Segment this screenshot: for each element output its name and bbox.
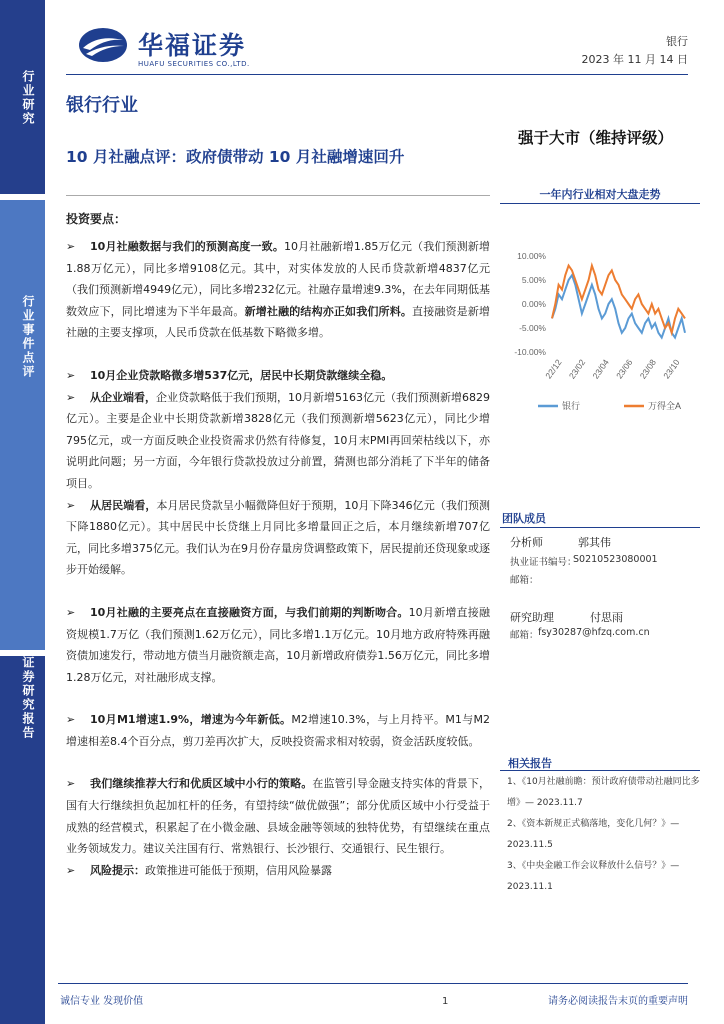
title-divider bbox=[66, 195, 490, 196]
p2-bold: 10月企业贷款略微多增537亿元，居民中长期贷款继续全稳。 bbox=[90, 368, 393, 382]
sidebar-label-securities: 证券研究报告 bbox=[21, 656, 35, 740]
legend-label: 万得全A bbox=[648, 401, 682, 411]
paragraph-5 bbox=[66, 602, 490, 688]
p6-bold: 10月M1增速1.9%，增速为今年新低。 bbox=[90, 713, 292, 727]
y-tick-label: 10.00% bbox=[517, 251, 546, 261]
paragraph-4 bbox=[66, 495, 490, 581]
related-list bbox=[507, 772, 702, 898]
rating-label: 强于大市（维持评级） bbox=[518, 129, 674, 147]
p1-bold2: 新增社融的结构亦正如我们所料。 bbox=[244, 304, 413, 318]
header-divider bbox=[66, 74, 688, 75]
bullet-arrow-icon: ➢ bbox=[66, 605, 76, 619]
bullet-arrow-icon: ➢ bbox=[66, 368, 76, 382]
bullet-arrow-icon: ➢ bbox=[66, 777, 76, 791]
paragraph-3 bbox=[66, 387, 490, 495]
report-body bbox=[66, 236, 490, 881]
related-item[interactable]: 3、《中央金融工作会议释放什么信号？》— 2023.11.1 bbox=[507, 861, 680, 892]
related-heading-rule bbox=[500, 770, 700, 771]
assistant-name: 付思雨 bbox=[590, 611, 623, 624]
x-tick-label: 23/10 bbox=[661, 357, 682, 381]
relative-performance-chart bbox=[500, 210, 700, 430]
related-item[interactable]: 2、《资本新规正式稿落地，变化几何？》— 2023.11.5 bbox=[507, 819, 680, 850]
footer-slogan: 诚信专业 发现价值 bbox=[60, 996, 144, 1007]
x-tick-label: 23/02 bbox=[566, 357, 588, 381]
bullet-arrow-icon: ➢ bbox=[66, 240, 76, 253]
p5-bold: 10月社融的主要亮点在直接融资方面，与我们前期的判断吻合。 bbox=[90, 605, 409, 619]
assistant-email[interactable]: fsy30287@hfzq.com.cn bbox=[538, 627, 650, 638]
y-tick-label: 5.00% bbox=[521, 275, 546, 285]
report-title: 10 月社融点评：政府债带动 10 月社融增速回升 bbox=[66, 148, 405, 166]
bullet-arrow-icon: ➢ bbox=[66, 390, 76, 404]
team-heading-rule bbox=[500, 527, 700, 528]
chart-heading-rule bbox=[500, 203, 700, 204]
y-tick-label: -10.00% bbox=[514, 347, 546, 357]
company-name-en: HUAFU SECURITIES CO.,LTD. bbox=[138, 60, 250, 68]
y-tick-label: -5.00% bbox=[519, 323, 546, 333]
sidebar-block-research bbox=[0, 0, 45, 194]
p3-text: 企业贷款略低于我们预期，10月新增5163亿元（我们预测新增6829亿元）。主要是企业中长期贷款新增3828亿元（我们预测新增5623亿元），同比少增795亿元，或一方面反映企业投资需求仍然有待修复，10月末PMI再回荣枯线以下，亦说明此问题；另一方面，今年银行贷款投放过分前置，猜测也部分消耗了下半年的储备项目。 bbox=[66, 390, 491, 490]
sector-title: 银行行业 bbox=[66, 95, 138, 116]
huafu-logo-icon bbox=[78, 26, 128, 64]
header-category: 银行 bbox=[666, 35, 688, 48]
p5-text: 10月新增直接融资规模1.7万亿（我们预测1.62万亿元），同比多增1.1万亿元。10月地方政府特殊再融资债加速发行，带动地方债当月融资额走高，10月新增政府债券1.56万亿元，同比多增1.28万亿元，对社融形成支撑。 bbox=[66, 605, 490, 684]
analyst-email-label: 邮箱： bbox=[510, 575, 539, 586]
p1-bold: 10月社融数据与我们的预测高度一致。 bbox=[90, 240, 284, 253]
p8-text: 政策推进可能低于预期，信用风险暴露 bbox=[145, 863, 332, 877]
analyst-role: 分析师 bbox=[510, 536, 543, 549]
bullet-arrow-icon: ➢ bbox=[66, 863, 76, 877]
related-item[interactable]: 1、《10月社融前瞻：预计政府债带动社融同比多增》— 2023.11.7 bbox=[507, 777, 700, 808]
sidebar-label-research: 行业研究 bbox=[21, 70, 35, 126]
assistant-email-label: 邮箱： bbox=[510, 630, 539, 641]
p4-bold: 从居民端看， bbox=[90, 498, 157, 512]
legend-label: 银行 bbox=[562, 401, 581, 411]
footer-divider bbox=[58, 983, 688, 984]
bullet-arrow-icon: ➢ bbox=[66, 498, 76, 512]
page-number: 1 bbox=[442, 996, 449, 1007]
x-tick-label: 23/06 bbox=[614, 357, 635, 381]
p7-text: 在监管引导金融支持实体的背景下，国有大行继续担负起加杠杆的任务，有望持续“做优做强”；部分优质区域中小行受益于成熟的经营模式，积累起了在小微金融、县域金融等领域的独特优势，有望继续在重点业务领域发力。建议关注国有行、常熟银行、长沙银行、交通银行、民生银行。 bbox=[66, 777, 491, 856]
p3-bold: 从企业端看， bbox=[90, 390, 157, 404]
x-tick-label: 22/12 bbox=[543, 357, 564, 381]
p1-text: 10月社融新增1.85万亿元（我们预测新增1.88万亿元），同比多增9108亿元。其中，对实体发放的人民币贷款新增4837亿元（我们预测新增4949亿元），同比多增232亿元。社融存量增速9.3%，在去年同期低基数效应下，同比增速为下半年最高。 bbox=[66, 240, 490, 318]
key-points-heading: 投资要点： bbox=[66, 212, 127, 226]
p6-text: M2增速10.3%，与上月持平。M1与M2增速相差8.4个百分点，剪刀差再次扩大，反映投资需求相对较弱，资金活跃度较低。 bbox=[66, 713, 490, 748]
chart-heading: 一年内行业相对大盘走势 bbox=[539, 188, 661, 201]
x-tick-label: 23/08 bbox=[637, 357, 659, 381]
company-name-cn: 华福证券 bbox=[138, 31, 247, 60]
paragraph-8 bbox=[66, 860, 490, 882]
paragraph-2 bbox=[66, 365, 490, 387]
sidebar-label-event: 行业事件点评 bbox=[21, 295, 35, 379]
footer-disclaimer: 请务必阅读报告末页的重要声明 bbox=[548, 996, 688, 1007]
p8-bold: 风险提示： bbox=[90, 863, 145, 877]
paragraph-6 bbox=[66, 709, 490, 752]
team-heading: 团队成员 bbox=[502, 512, 546, 525]
p1-text2: 直接融资是新增社融的主要支撑项，人民币贷款在低基数下略微多增。 bbox=[66, 304, 491, 340]
bullet-arrow-icon: ➢ bbox=[66, 713, 76, 727]
x-tick-label: 23/04 bbox=[590, 357, 611, 381]
related-heading: 相关报告 bbox=[508, 757, 552, 770]
y-tick-label: 0.00% bbox=[521, 299, 546, 309]
sidebar-block-event bbox=[0, 200, 45, 650]
p7-bold: 我们继续推荐大行和优质区域中小行的策略。 bbox=[90, 777, 313, 791]
analyst-cert-label: 执业证书编号： bbox=[510, 557, 577, 568]
paragraph-1 bbox=[66, 236, 490, 344]
analyst-name: 郭其伟 bbox=[578, 536, 611, 549]
paragraph-7 bbox=[66, 773, 490, 859]
header-date: 2023 年 11 月 14 日 bbox=[581, 53, 688, 66]
sidebar-block-securities bbox=[0, 656, 45, 1024]
p4-text: 本月居民贷款呈小幅微降但好于预期，10月下降346亿元（我们预测下降1880亿元）。其中居民中长贷继上月同比多增量回正之后，本月继续新增707亿元，同比多增375亿元。我们认为在9月份存量房贷调整政策下，居民提前还贷现象或逐步开始缓解。 bbox=[66, 498, 490, 577]
assistant-role: 研究助理 bbox=[510, 611, 554, 624]
analyst-cert-number: S0210523080001 bbox=[573, 554, 658, 565]
